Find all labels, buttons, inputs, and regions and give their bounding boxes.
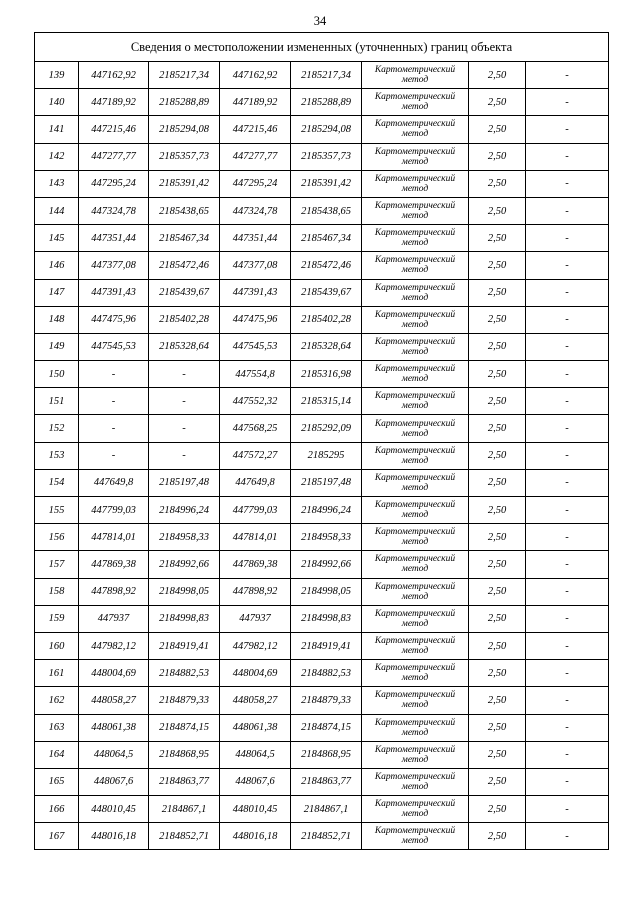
cell-old-x: 447545,53 bbox=[79, 333, 149, 360]
cell-accuracy: 2,50 bbox=[469, 469, 526, 496]
cell-method: Картометрический метод bbox=[362, 714, 469, 741]
cell-method: Картометрический метод bbox=[362, 632, 469, 659]
cell-method: Картометрический метод bbox=[362, 605, 469, 632]
cell-old-x: 448061,38 bbox=[79, 714, 149, 741]
cell-method: Картометрический метод bbox=[362, 116, 469, 143]
cell-accuracy: 2,50 bbox=[469, 551, 526, 578]
cell-description: - bbox=[526, 333, 609, 360]
cell-description: - bbox=[526, 578, 609, 605]
cell-new-y: 2184863,77 bbox=[291, 768, 362, 795]
cell-new-y: 2185294,08 bbox=[291, 116, 362, 143]
cell-point-number: 144 bbox=[35, 197, 79, 224]
table-row bbox=[35, 442, 609, 469]
cell-description: - bbox=[526, 197, 609, 224]
cell-old-x: - bbox=[79, 361, 149, 388]
cell-old-y: 2184958,33 bbox=[149, 524, 220, 551]
cell-new-x: 448010,45 bbox=[220, 796, 291, 823]
cell-point-number: 167 bbox=[35, 823, 79, 850]
cell-new-y: 2184852,71 bbox=[291, 823, 362, 850]
cell-new-x: 447799,03 bbox=[220, 497, 291, 524]
cell-point-number: 149 bbox=[35, 333, 79, 360]
cell-new-y: 2185472,46 bbox=[291, 252, 362, 279]
cell-point-number: 147 bbox=[35, 279, 79, 306]
cell-accuracy: 2,50 bbox=[469, 62, 526, 89]
table-row bbox=[35, 660, 609, 687]
cell-method: Картометрический метод bbox=[362, 143, 469, 170]
table-row bbox=[35, 143, 609, 170]
cell-description: - bbox=[526, 89, 609, 116]
cell-description: - bbox=[526, 252, 609, 279]
cell-old-y: 2184868,95 bbox=[149, 741, 220, 768]
cell-new-x: 447552,32 bbox=[220, 388, 291, 415]
cell-accuracy: 2,50 bbox=[469, 768, 526, 795]
cell-point-number: 159 bbox=[35, 605, 79, 632]
table-row bbox=[35, 89, 609, 116]
cell-description: - bbox=[526, 415, 609, 442]
cell-method: Картометрический метод bbox=[362, 741, 469, 768]
cell-point-number: 141 bbox=[35, 116, 79, 143]
cell-old-y: 2184867,1 bbox=[149, 796, 220, 823]
cell-description: - bbox=[526, 388, 609, 415]
cell-description: - bbox=[526, 632, 609, 659]
cell-method: Картометрический метод bbox=[362, 388, 469, 415]
cell-new-x: 447277,77 bbox=[220, 143, 291, 170]
cell-new-x: 447937 bbox=[220, 605, 291, 632]
cell-description: - bbox=[526, 279, 609, 306]
cell-old-y: - bbox=[149, 442, 220, 469]
cell-method: Картометрический метод bbox=[362, 497, 469, 524]
cell-old-x: 447814,01 bbox=[79, 524, 149, 551]
cell-old-x: 447351,44 bbox=[79, 225, 149, 252]
cell-accuracy: 2,50 bbox=[469, 197, 526, 224]
table-row bbox=[35, 415, 609, 442]
cell-point-number: 157 bbox=[35, 551, 79, 578]
table-row bbox=[35, 714, 609, 741]
table-row bbox=[35, 62, 609, 89]
table-row bbox=[35, 796, 609, 823]
cell-old-x: 447898,92 bbox=[79, 578, 149, 605]
cell-accuracy: 2,50 bbox=[469, 306, 526, 333]
cell-point-number: 152 bbox=[35, 415, 79, 442]
cell-new-x: 448004,69 bbox=[220, 660, 291, 687]
cell-new-y: 2184879,33 bbox=[291, 687, 362, 714]
cell-old-y: 2185438,65 bbox=[149, 197, 220, 224]
cell-point-number: 166 bbox=[35, 796, 79, 823]
cell-accuracy: 2,50 bbox=[469, 333, 526, 360]
cell-old-y: 2185197,48 bbox=[149, 469, 220, 496]
cell-old-y: 2184852,71 bbox=[149, 823, 220, 850]
cell-old-y: 2184863,77 bbox=[149, 768, 220, 795]
cell-accuracy: 2,50 bbox=[469, 687, 526, 714]
cell-point-number: 151 bbox=[35, 388, 79, 415]
cell-point-number: 164 bbox=[35, 741, 79, 768]
table-row bbox=[35, 524, 609, 551]
cell-description: - bbox=[526, 116, 609, 143]
cell-old-x: 447215,46 bbox=[79, 116, 149, 143]
cell-new-x: 447391,43 bbox=[220, 279, 291, 306]
table-row bbox=[35, 306, 609, 333]
cell-new-y: 2185467,34 bbox=[291, 225, 362, 252]
cell-old-x: 447649,8 bbox=[79, 469, 149, 496]
cell-new-y: 2185315,14 bbox=[291, 388, 362, 415]
cell-new-y: 2185439,67 bbox=[291, 279, 362, 306]
cell-old-y: 2184998,83 bbox=[149, 605, 220, 632]
table-row bbox=[35, 687, 609, 714]
table-row bbox=[35, 225, 609, 252]
page-number: 34 bbox=[313, 14, 327, 28]
cell-method: Картометрический метод bbox=[362, 62, 469, 89]
table-row bbox=[35, 252, 609, 279]
cell-description: - bbox=[526, 714, 609, 741]
cell-accuracy: 2,50 bbox=[469, 442, 526, 469]
cell-old-y: 2184992,66 bbox=[149, 551, 220, 578]
cell-old-y: 2185294,08 bbox=[149, 116, 220, 143]
cell-description: - bbox=[526, 660, 609, 687]
table-row bbox=[35, 741, 609, 768]
cell-accuracy: 2,50 bbox=[469, 578, 526, 605]
table-row bbox=[35, 388, 609, 415]
cell-description: - bbox=[526, 524, 609, 551]
boundary-coordinates-table bbox=[34, 32, 609, 850]
cell-old-y: 2184996,24 bbox=[149, 497, 220, 524]
cell-new-y: 2185328,64 bbox=[291, 333, 362, 360]
table-row bbox=[35, 469, 609, 496]
cell-new-x: 447554,8 bbox=[220, 361, 291, 388]
table-row bbox=[35, 333, 609, 360]
cell-new-x: 448064,5 bbox=[220, 741, 291, 768]
cell-method: Картометрический метод bbox=[362, 768, 469, 795]
cell-point-number: 145 bbox=[35, 225, 79, 252]
cell-old-y: 2185391,42 bbox=[149, 170, 220, 197]
cell-old-x: 447162,92 bbox=[79, 62, 149, 89]
table-row bbox=[35, 632, 609, 659]
cell-old-x: 447377,08 bbox=[79, 252, 149, 279]
cell-new-x: 447982,12 bbox=[220, 632, 291, 659]
cell-accuracy: 2,50 bbox=[469, 143, 526, 170]
cell-description: - bbox=[526, 768, 609, 795]
cell-old-x: 448016,18 bbox=[79, 823, 149, 850]
cell-new-x: 447814,01 bbox=[220, 524, 291, 551]
table-row bbox=[35, 497, 609, 524]
cell-method: Картометрический метод bbox=[362, 170, 469, 197]
cell-description: - bbox=[526, 605, 609, 632]
cell-new-x: 447189,92 bbox=[220, 89, 291, 116]
table-row bbox=[35, 768, 609, 795]
cell-point-number: 148 bbox=[35, 306, 79, 333]
cell-method: Картометрический метод bbox=[362, 687, 469, 714]
cell-method: Картометрический метод bbox=[362, 796, 469, 823]
cell-point-number: 161 bbox=[35, 660, 79, 687]
cell-point-number: 162 bbox=[35, 687, 79, 714]
cell-new-y: 2185391,42 bbox=[291, 170, 362, 197]
cell-point-number: 146 bbox=[35, 252, 79, 279]
cell-new-x: 447295,24 bbox=[220, 170, 291, 197]
cell-accuracy: 2,50 bbox=[469, 741, 526, 768]
cell-new-x: 448067,6 bbox=[220, 768, 291, 795]
cell-point-number: 139 bbox=[35, 62, 79, 89]
cell-old-x: 448067,6 bbox=[79, 768, 149, 795]
cell-new-y: 2184996,24 bbox=[291, 497, 362, 524]
cell-description: - bbox=[526, 796, 609, 823]
table-row bbox=[35, 170, 609, 197]
cell-old-x: 447189,92 bbox=[79, 89, 149, 116]
cell-new-y: 2185357,73 bbox=[291, 143, 362, 170]
table-row bbox=[35, 578, 609, 605]
cell-new-y: 2184874,15 bbox=[291, 714, 362, 741]
cell-method: Картометрический метод bbox=[362, 279, 469, 306]
cell-new-y: 2184998,83 bbox=[291, 605, 362, 632]
cell-new-x: 447377,08 bbox=[220, 252, 291, 279]
cell-point-number: 155 bbox=[35, 497, 79, 524]
cell-method: Картометрический метод bbox=[362, 442, 469, 469]
cell-old-x: - bbox=[79, 442, 149, 469]
cell-old-x: 447277,77 bbox=[79, 143, 149, 170]
cell-old-y: 2185472,46 bbox=[149, 252, 220, 279]
cell-old-y: 2185357,73 bbox=[149, 143, 220, 170]
cell-new-y: 2184992,66 bbox=[291, 551, 362, 578]
cell-new-y: 2184868,95 bbox=[291, 741, 362, 768]
cell-accuracy: 2,50 bbox=[469, 252, 526, 279]
cell-method: Картометрический метод bbox=[362, 252, 469, 279]
cell-old-x: 447869,38 bbox=[79, 551, 149, 578]
cell-description: - bbox=[526, 306, 609, 333]
cell-accuracy: 2,50 bbox=[469, 170, 526, 197]
cell-description: - bbox=[526, 551, 609, 578]
table-row bbox=[35, 361, 609, 388]
cell-accuracy: 2,50 bbox=[469, 89, 526, 116]
cell-old-x: 447982,12 bbox=[79, 632, 149, 659]
cell-new-y: 2184958,33 bbox=[291, 524, 362, 551]
cell-old-x: - bbox=[79, 388, 149, 415]
cell-method: Картометрический метод bbox=[362, 361, 469, 388]
cell-method: Картометрический метод bbox=[362, 660, 469, 687]
cell-point-number: 140 bbox=[35, 89, 79, 116]
cell-accuracy: 2,50 bbox=[469, 632, 526, 659]
cell-method: Картометрический метод bbox=[362, 578, 469, 605]
cell-old-y: 2185288,89 bbox=[149, 89, 220, 116]
cell-new-x: 448061,38 bbox=[220, 714, 291, 741]
table-row bbox=[35, 605, 609, 632]
cell-accuracy: 2,50 bbox=[469, 497, 526, 524]
table-row bbox=[35, 551, 609, 578]
cell-accuracy: 2,50 bbox=[469, 714, 526, 741]
cell-description: - bbox=[526, 469, 609, 496]
cell-point-number: 150 bbox=[35, 361, 79, 388]
cell-accuracy: 2,50 bbox=[469, 415, 526, 442]
cell-description: - bbox=[526, 823, 609, 850]
cell-old-y: 2184919,41 bbox=[149, 632, 220, 659]
cell-new-y: 2184919,41 bbox=[291, 632, 362, 659]
cell-new-y: 2185316,98 bbox=[291, 361, 362, 388]
cell-point-number: 143 bbox=[35, 170, 79, 197]
cell-new-y: 2185438,65 bbox=[291, 197, 362, 224]
cell-accuracy: 2,50 bbox=[469, 660, 526, 687]
cell-old-x: 448058,27 bbox=[79, 687, 149, 714]
cell-method: Картометрический метод bbox=[362, 551, 469, 578]
cell-accuracy: 2,50 bbox=[469, 361, 526, 388]
cell-new-y: 2185217,34 bbox=[291, 62, 362, 89]
cell-method: Картометрический метод bbox=[362, 89, 469, 116]
cell-method: Картометрический метод bbox=[362, 524, 469, 551]
cell-accuracy: 2,50 bbox=[469, 116, 526, 143]
cell-new-x: 447572,27 bbox=[220, 442, 291, 469]
cell-old-x: 448064,5 bbox=[79, 741, 149, 768]
cell-accuracy: 2,50 bbox=[469, 225, 526, 252]
cell-description: - bbox=[526, 361, 609, 388]
cell-new-y: 2185295 bbox=[291, 442, 362, 469]
cell-description: - bbox=[526, 741, 609, 768]
cell-point-number: 156 bbox=[35, 524, 79, 551]
cell-new-x: 447475,96 bbox=[220, 306, 291, 333]
cell-new-x: 448016,18 bbox=[220, 823, 291, 850]
cell-old-y: - bbox=[149, 415, 220, 442]
table-row bbox=[35, 279, 609, 306]
cell-new-x: 447545,53 bbox=[220, 333, 291, 360]
cell-accuracy: 2,50 bbox=[469, 796, 526, 823]
cell-description: - bbox=[526, 442, 609, 469]
cell-method: Картометрический метод bbox=[362, 469, 469, 496]
cell-new-x: 447162,92 bbox=[220, 62, 291, 89]
cell-point-number: 158 bbox=[35, 578, 79, 605]
cell-old-y: - bbox=[149, 388, 220, 415]
cell-old-x: 447937 bbox=[79, 605, 149, 632]
cell-old-y: 2184882,53 bbox=[149, 660, 220, 687]
table-row bbox=[35, 197, 609, 224]
cell-new-x: 447898,92 bbox=[220, 578, 291, 605]
cell-accuracy: 2,50 bbox=[469, 388, 526, 415]
cell-description: - bbox=[526, 170, 609, 197]
cell-method: Картометрический метод bbox=[362, 333, 469, 360]
cell-new-x: 447324,78 bbox=[220, 197, 291, 224]
table-row bbox=[35, 116, 609, 143]
cell-old-x: 447391,43 bbox=[79, 279, 149, 306]
cell-point-number: 142 bbox=[35, 143, 79, 170]
cell-old-y: 2184998,05 bbox=[149, 578, 220, 605]
cell-old-y: 2185217,34 bbox=[149, 62, 220, 89]
cell-new-x: 448058,27 bbox=[220, 687, 291, 714]
cell-method: Картометрический метод bbox=[362, 197, 469, 224]
cell-new-y: 2185292,09 bbox=[291, 415, 362, 442]
cell-method: Картометрический метод bbox=[362, 415, 469, 442]
cell-accuracy: 2,50 bbox=[469, 524, 526, 551]
cell-new-y: 2185288,89 bbox=[291, 89, 362, 116]
cell-old-x: - bbox=[79, 415, 149, 442]
cell-old-x: 447324,78 bbox=[79, 197, 149, 224]
cell-new-x: 447351,44 bbox=[220, 225, 291, 252]
cell-description: - bbox=[526, 497, 609, 524]
cell-new-x: 447568,25 bbox=[220, 415, 291, 442]
cell-description: - bbox=[526, 225, 609, 252]
cell-point-number: 165 bbox=[35, 768, 79, 795]
cell-new-y: 2185402,28 bbox=[291, 306, 362, 333]
cell-old-y: - bbox=[149, 361, 220, 388]
cell-old-x: 448004,69 bbox=[79, 660, 149, 687]
cell-new-y: 2184867,1 bbox=[291, 796, 362, 823]
cell-description: - bbox=[526, 687, 609, 714]
cell-old-y: 2185328,64 bbox=[149, 333, 220, 360]
cell-new-y: 2184998,05 bbox=[291, 578, 362, 605]
cell-old-y: 2184874,15 bbox=[149, 714, 220, 741]
table-row bbox=[35, 823, 609, 850]
cell-accuracy: 2,50 bbox=[469, 605, 526, 632]
cell-point-number: 163 bbox=[35, 714, 79, 741]
cell-new-x: 447215,46 bbox=[220, 116, 291, 143]
cell-description: - bbox=[526, 62, 609, 89]
cell-method: Картометрический метод bbox=[362, 823, 469, 850]
cell-new-x: 447649,8 bbox=[220, 469, 291, 496]
cell-old-y: 2185467,34 bbox=[149, 225, 220, 252]
cell-old-x: 447799,03 bbox=[79, 497, 149, 524]
cell-method: Картометрический метод bbox=[362, 306, 469, 333]
cell-old-x: 447475,96 bbox=[79, 306, 149, 333]
cell-point-number: 160 bbox=[35, 632, 79, 659]
cell-accuracy: 2,50 bbox=[469, 823, 526, 850]
cell-new-x: 447869,38 bbox=[220, 551, 291, 578]
cell-old-x: 448010,45 bbox=[79, 796, 149, 823]
cell-old-y: 2185439,67 bbox=[149, 279, 220, 306]
table-title: Сведения о местоположении измененных (уточненных) границ объекта bbox=[35, 33, 609, 62]
cell-point-number: 153 bbox=[35, 442, 79, 469]
cell-method: Картометрический метод bbox=[362, 225, 469, 252]
cell-point-number: 154 bbox=[35, 469, 79, 496]
cell-description: - bbox=[526, 143, 609, 170]
cell-old-y: 2184879,33 bbox=[149, 687, 220, 714]
cell-new-y: 2185197,48 bbox=[291, 469, 362, 496]
cell-accuracy: 2,50 bbox=[469, 279, 526, 306]
cell-old-x: 447295,24 bbox=[79, 170, 149, 197]
table-header-row bbox=[35, 33, 609, 62]
cell-old-y: 2185402,28 bbox=[149, 306, 220, 333]
cell-new-y: 2184882,53 bbox=[291, 660, 362, 687]
